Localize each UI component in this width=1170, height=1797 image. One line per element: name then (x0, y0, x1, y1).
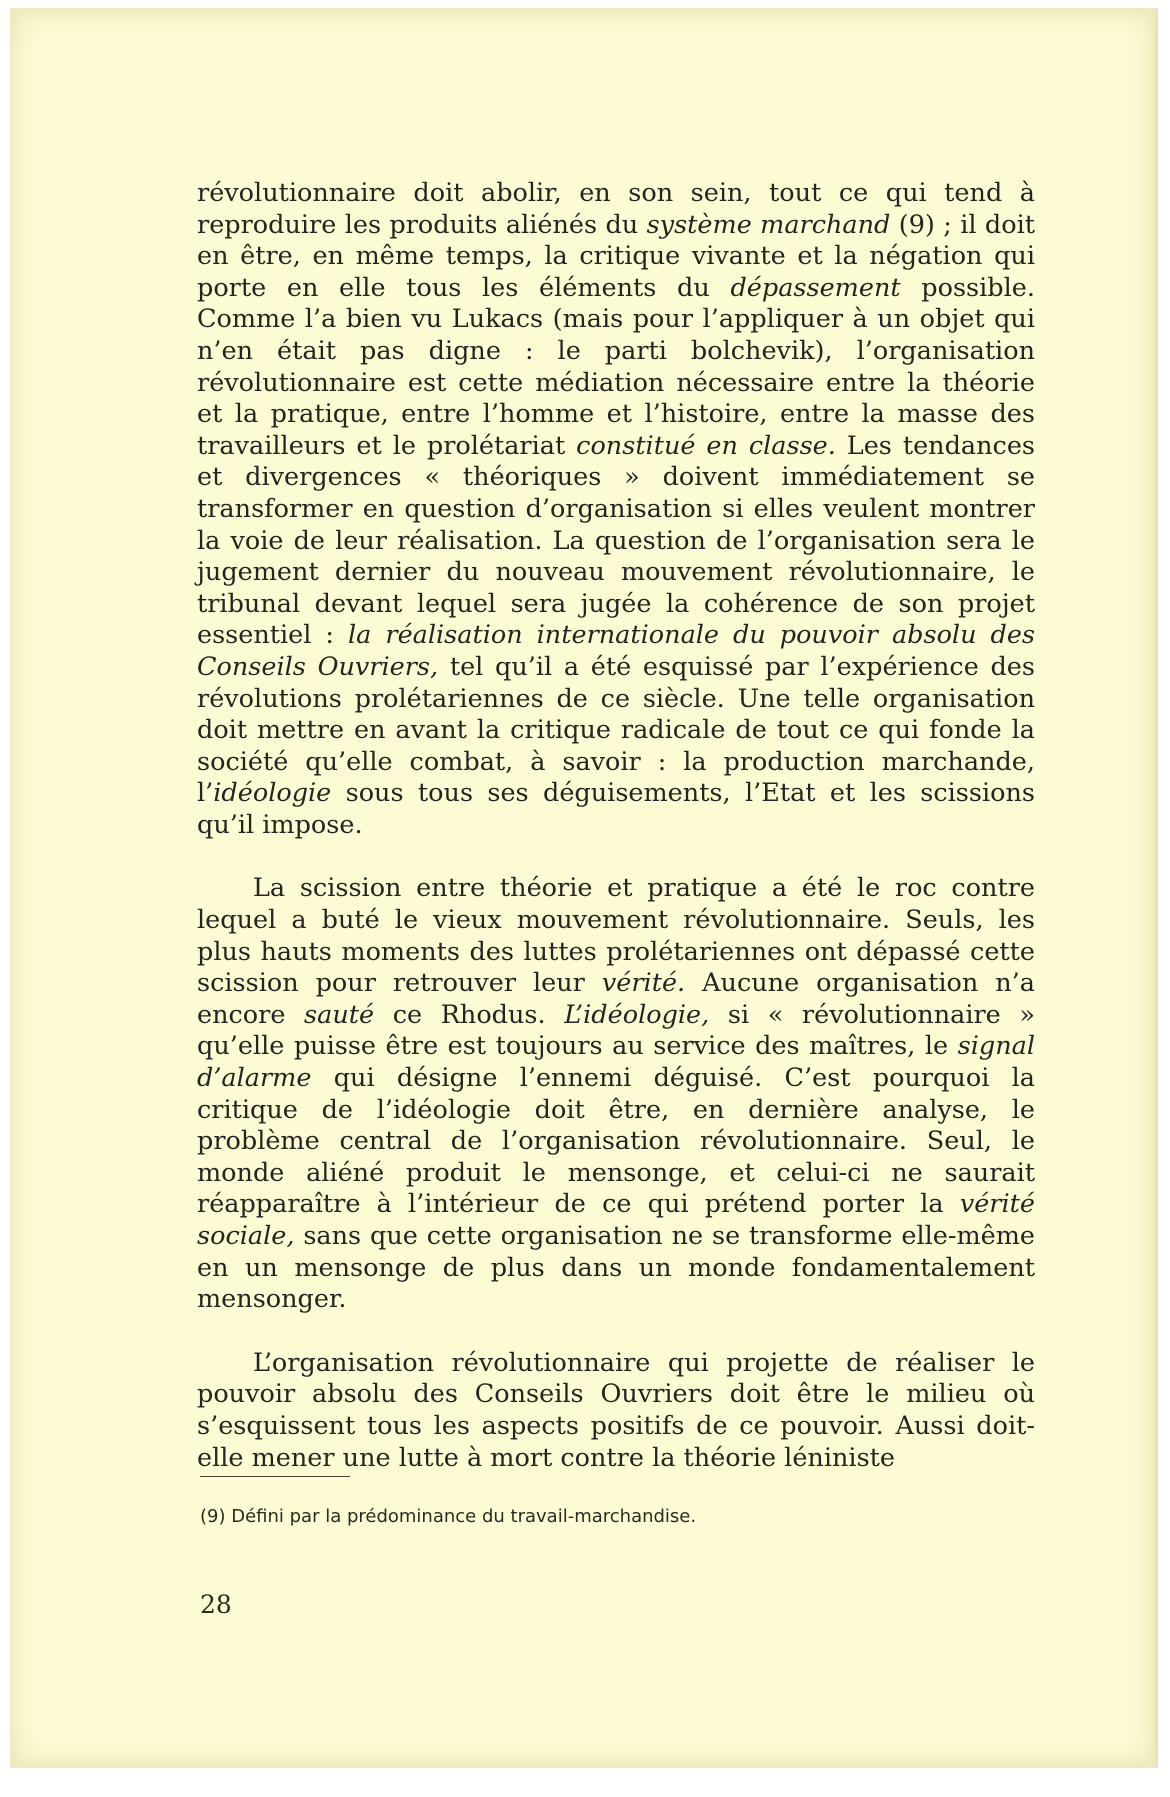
text-run: Aucune organisation n’a encore (197, 968, 1035, 1030)
book-page (10, 8, 1158, 1768)
italic-phrase: sauté (304, 999, 375, 1030)
paragraph-3 (197, 1348, 1035, 1474)
text-run: sous tous ses déguisements, l’Etat et les scissions qu’il impose. (197, 778, 1035, 840)
paragraph-2 (197, 873, 1035, 1315)
paragraph-1 (197, 178, 1035, 841)
italic-phrase: vérité. (601, 968, 686, 999)
italic-phrase: vérité sociale, (197, 1189, 1035, 1251)
italic-phrase: dépassement (730, 272, 901, 303)
text-run: tel qu’il a été esquissé par l’expérience des révolutions prolétariennes de ce siècle. Une telle organisation doit mettre en avant la critique radicale de tout ce qui fonde la société qu’elle combat, à savoir : la production marchande, l’ (197, 651, 1035, 809)
italic-phrase: système marchand (646, 209, 891, 240)
text-run: révolutionnaire doit abolir, en son sein, tout ce qui tend à reproduire les produits aliénés du (197, 178, 1035, 240)
text-run: Les tendances et divergences « théoriques » doivent immédiatement se transformer en question d’organisation si elles veulent montrer la voie de leur réalisation. La question de l’organisation sera le jugement dernier du nouveau mouvement révolutionnaire, le tribunal devant lequel sera jugée la cohérence de son projet essentiel : (197, 430, 1035, 651)
text-run: La scission entre théorie et pratique a été le roc contre lequel a buté le vieux mouvement révolutionnaire. Seuls, les plus hauts moments des luttes prolétariennes ont dépassé cette scission pour retrouver leur (197, 873, 1035, 999)
footnote-divider (200, 1476, 350, 1477)
italic-phrase: signal d’alarme (197, 1031, 1035, 1094)
text-run: qui désigne l’ennemi déguisé. C’est pourquoi la critique de l’idéologie doit être, en dernière analyse, le problème central de l’organisation révolutionnaire. Seul, le monde aliéné produit le mensonge, et celui-ci ne saurait réapparaître à l’intérieur de ce qui prétend porter la (197, 1063, 1035, 1220)
page-number: 28 (200, 1590, 232, 1619)
text-run: ce Rhodus. (374, 999, 565, 1030)
text-run: (9) ; il doit en être, en même temps, la critique vivante et la négation qui porte en elle tous les éléments du (197, 209, 1035, 303)
text-run: si « révolutionnaire » qu’elle puisse être est toujours au service des maîtres, le (197, 999, 1035, 1062)
text-run: L’organisation révolutionnaire qui projette de réaliser le pouvoir absolu des Conseils Ouvriers doit être le milieu où s’esquissent tous les aspects positifs de ce pouvoir. Aussi doit-elle mener une lutte à mort contre la théorie léniniste (197, 1347, 1035, 1473)
italic-phrase: idéologie (213, 778, 332, 809)
italic-phrase: constitué en classe. (576, 430, 836, 461)
italic-phrase: la réalisation internationale du pouvoir absolu des Conseils Ouvriers, (197, 620, 1036, 682)
text-run: possible. Comme l’a bien vu Lukacs (mais pour l’appliquer à un objet qui n’en était pas digne : le parti bolchevik), l’organisation révolutionnaire est cette médiation nécessaire entre la théorie et la pratique, entre l’homme et l’histoire, entre la masse des travailleurs et le prolétariat (197, 272, 1035, 461)
text-run: sans que cette organisation ne se transforme elle-même en un mensonge de plus dans un monde fondamentalement mensonger. (197, 1221, 1035, 1315)
footnote: (9) Défini par la prédominance du travail-marchandise. (200, 1506, 697, 1527)
main-text (197, 178, 1035, 1474)
italic-phrase: L’idéologie, (564, 999, 710, 1030)
